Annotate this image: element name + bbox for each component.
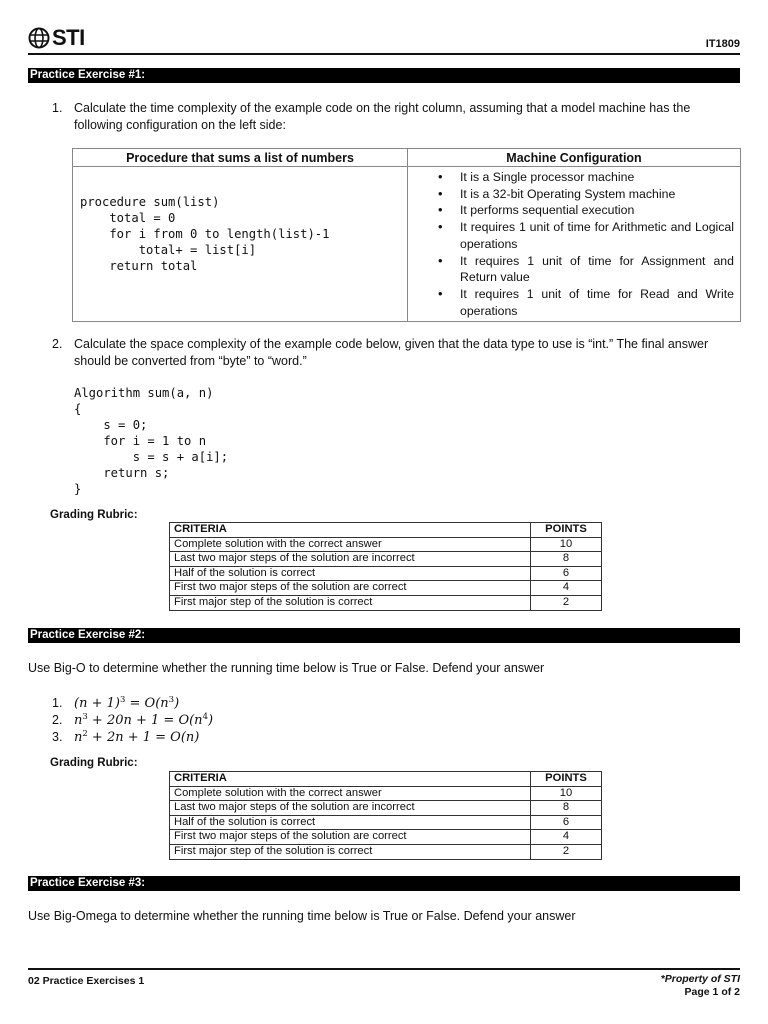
rubric-row [170,595,602,610]
rubric-row [170,786,602,801]
rubric-row [170,537,602,552]
item-number: 1. [52,696,63,710]
rubric-criteria: First two major steps of the solution are correct [170,581,531,596]
rubric-criteria: Half of the solution is correct [170,566,531,581]
rubric-criteria: Last two major steps of the solution are incorrect [170,552,531,567]
rubric-row [170,566,602,581]
exponent: 2 [82,729,88,739]
expr-part: ) [207,713,214,728]
rubric-criteria: Half of the solution is correct [170,815,531,830]
procedure-header: Procedure that sums a list of numbers [73,149,408,167]
header-rule [28,53,740,55]
expr-part: n [74,713,83,728]
exercise3-instruction: Use Big-Omega to determine whether the running time below is True or False. Defend your answer [28,909,576,923]
procedure-code: procedure sum(list) total = 0 for i from 0 to length(list)-1 total+ = list[i] return total [80,195,330,273]
sti-logo [28,26,85,50]
grading-rubric-table [169,522,602,611]
exercise1-item2 [52,336,740,369]
expr-part: = O(n [125,696,169,711]
rubric-criteria: First major step of the solution is correct [170,595,531,610]
exponent: 3 [82,712,88,722]
logo-text: STI [52,25,85,50]
expr-part: + 20n + 1 = O(n [87,713,203,728]
points-header: POINTS [531,523,602,538]
rubric-points: 6 [531,815,602,830]
rubric-points: 6 [531,566,602,581]
grading-rubric-label: Grading Rubric: [50,757,138,769]
item-number: 2. [52,337,63,351]
exponent: 3 [119,695,126,705]
rubric-row [170,801,602,816]
rubric-points: 4 [531,581,602,596]
config-item: • It requires 1 unit of time for Assignment and Return value [438,253,734,286]
expr-part: n [74,730,83,745]
rubric-row [170,844,602,859]
rubric-row [170,552,602,567]
footer-right [661,973,740,999]
rubric-criteria: Complete solution with the correct answer [170,537,531,552]
rubric-points: 8 [531,801,602,816]
criteria-header: CRITERIA [170,772,531,787]
item-number: 3. [52,730,63,744]
config-item: • It performs sequential execution [438,202,734,219]
rubric-row [170,581,602,596]
expr-part: (n + 1) [74,696,120,711]
rubric-points: 10 [531,786,602,801]
points-header: POINTS [531,772,602,787]
expr-part: ) [174,696,180,711]
item-text: Calculate the time complexity of the example code on the right column, assuming that a model machine has the following configuration on the left side: [74,101,691,132]
procedure-config-table [72,148,741,322]
algorithm-code: Algorithm sum(a, n) { s = 0; for i = 1 to n s = s + a[i]; return s; } [74,386,229,496]
property-notice: *Property of STI [660,973,740,985]
exercise2-instruction: Use Big-O to determine whether the running time below is True or False. Defend your answer [28,661,545,675]
exercise1-title: Practice Exercise #1: [28,68,740,83]
rubric-points: 10 [531,537,602,552]
expr-part: + 2n + 1 = O(n) [87,730,200,745]
grading-rubric-label: Grading Rubric: [50,509,138,521]
rubric-row [170,830,602,845]
footer-title: 02 Practice Exercises 1 [28,975,145,987]
rubric-points: 4 [531,830,602,845]
document-code: IT1809 [705,38,740,50]
criteria-header: CRITERIA [170,523,531,538]
rubric-criteria: Last two major steps of the solution are incorrect [170,801,531,816]
exercise1-item1 [52,100,740,133]
exercise3-title: Practice Exercise #3: [28,876,740,891]
exponent: 4 [202,712,208,722]
machine-config-list [408,167,740,321]
machine-config-header: Machine Configuration [408,149,741,167]
expression [74,730,199,745]
procedure-code-cell [73,167,408,322]
item-number: 1. [52,101,63,115]
config-item: • It requires 1 unit of time for Arithmetic and Logical operations [438,219,734,252]
footer-rule [28,968,740,970]
rubric-criteria: Complete solution with the correct answer [170,786,531,801]
rubric-row [170,815,602,830]
rubric-criteria: First two major steps of the solution are correct [170,830,531,845]
exercise2-title: Practice Exercise #2: [28,628,740,643]
item-text: Calculate the space complexity of the example code below, given that the data type to use is “int.” The final answer should be converted from “byte” to “word.” [74,337,709,368]
item-number: 2. [52,713,63,727]
machine-config-cell [408,167,741,322]
rubric-points: 2 [531,844,602,859]
grading-rubric-table [169,771,602,860]
rubric-points: 2 [531,595,602,610]
exponent: 3 [168,695,175,705]
config-item: • It requires 1 unit of time for Read and Write operations [438,286,734,319]
page-number: Page 1 of 2 [684,986,740,998]
big-o-statement [52,726,199,747]
config-item: • It is a 32-bit Operating System machine [438,186,734,203]
config-item: • It is a Single processor machine [438,169,734,186]
globe-icon [28,27,50,49]
rubric-criteria: First major step of the solution is correct [170,844,531,859]
rubric-points: 8 [531,552,602,567]
